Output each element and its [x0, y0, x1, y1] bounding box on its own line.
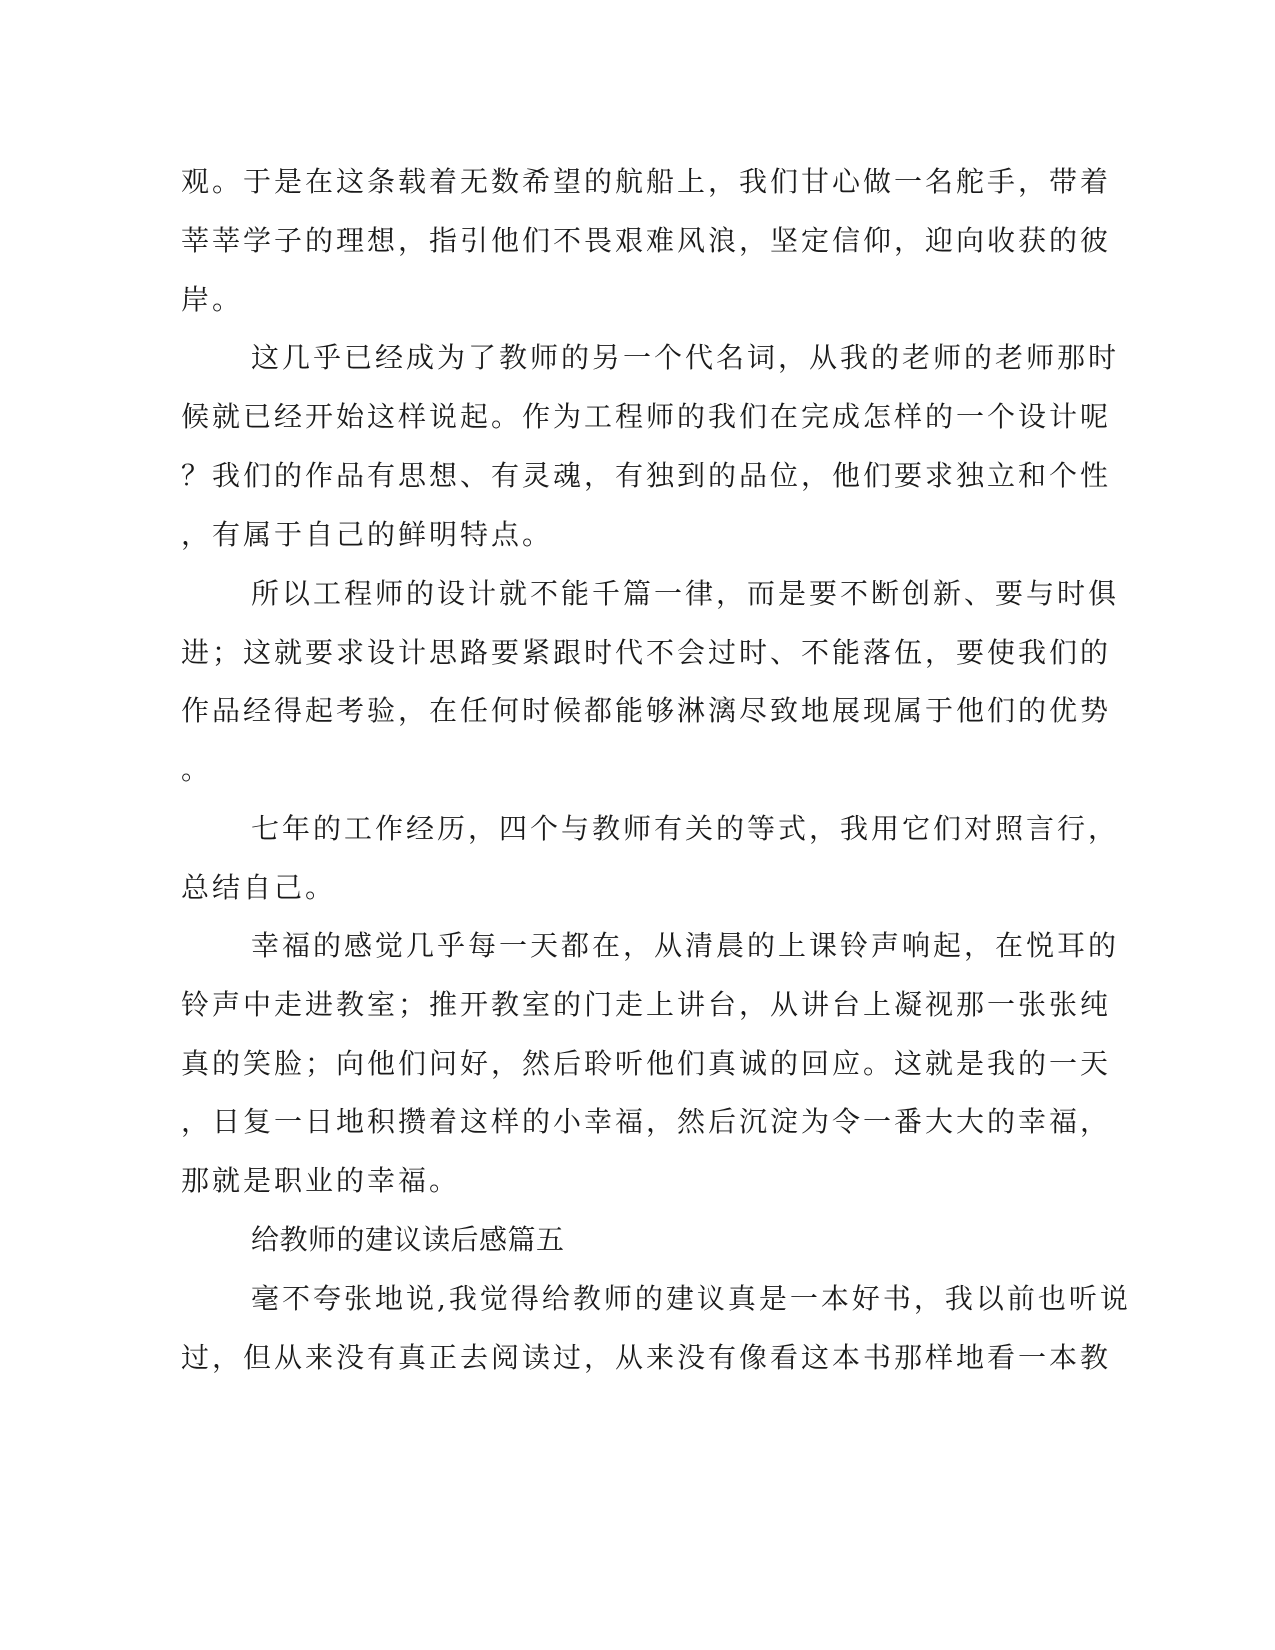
text-line: 候就已经开始这样说起。作为工程师的我们在完成怎样的一个设计呢 — [181, 400, 1112, 433]
text-line: 。 — [181, 753, 213, 786]
paragraph-first-line: 七年的工作经历，四个与教师有关的等式，我用它们对照言行， — [251, 812, 1120, 845]
text-line: 岸。 — [181, 283, 244, 316]
paragraph-first-line: 所以工程师的设计就不能千篇一律，而是要不断创新、要与时俱 — [251, 577, 1120, 610]
paragraph-first-line: 毫不夸张地说,我觉得给教师的建议真是一本好书，我以前也听说 — [251, 1282, 1131, 1315]
text-line: 莘莘学子的理想，指引他们不畏艰难风浪，坚定信仰，迎向收获的彼 — [181, 224, 1112, 257]
text-line: 那就是职业的幸福。 — [181, 1164, 461, 1197]
paragraph-first-line: 幸福的感觉几乎每一天都在，从清晨的上课铃声响起，在悦耳的 — [251, 929, 1120, 962]
text-line: 作品经得起考验，在任何时候都能够淋漓尽致地展现属于他们的优势 — [181, 694, 1112, 727]
text-line: 过，但从来没有真正去阅读过，从来没有像看这本书那样地看一本教 — [181, 1341, 1112, 1374]
text-line: 真的笑脸；向他们问好，然后聆听他们真诚的回应。这就是我的一天 — [181, 1047, 1112, 1080]
text-line: ，日复一日地积攒着这样的小幸福，然后沉淀为令一番大大的幸福， — [181, 1105, 1112, 1138]
paragraph-first-line: 这几乎已经成为了教师的另一个代名词，从我的老师的老师那时 — [251, 341, 1120, 374]
text-line: 铃声中走进教室；推开教室的门走上讲台，从讲台上凝视那一张张纯 — [181, 988, 1112, 1021]
text-line: ？我们的作品有思想、有灵魂，有独到的品位，他们要求独立和个性 — [181, 459, 1112, 492]
text-line: 观。于是在这条载着无数希望的航船上，我们甘心做一名舵手，带着 — [181, 165, 1112, 198]
text-line: 总结自己。 — [181, 871, 337, 904]
section-heading: 给教师的建议读后感篇五 — [251, 1223, 565, 1256]
text-line: 进；这就要求设计思路要紧跟时代不会过时、不能落伍，要使我们的 — [181, 636, 1112, 669]
text-line: ，有属于自己的鲜明特点。 — [181, 518, 554, 551]
